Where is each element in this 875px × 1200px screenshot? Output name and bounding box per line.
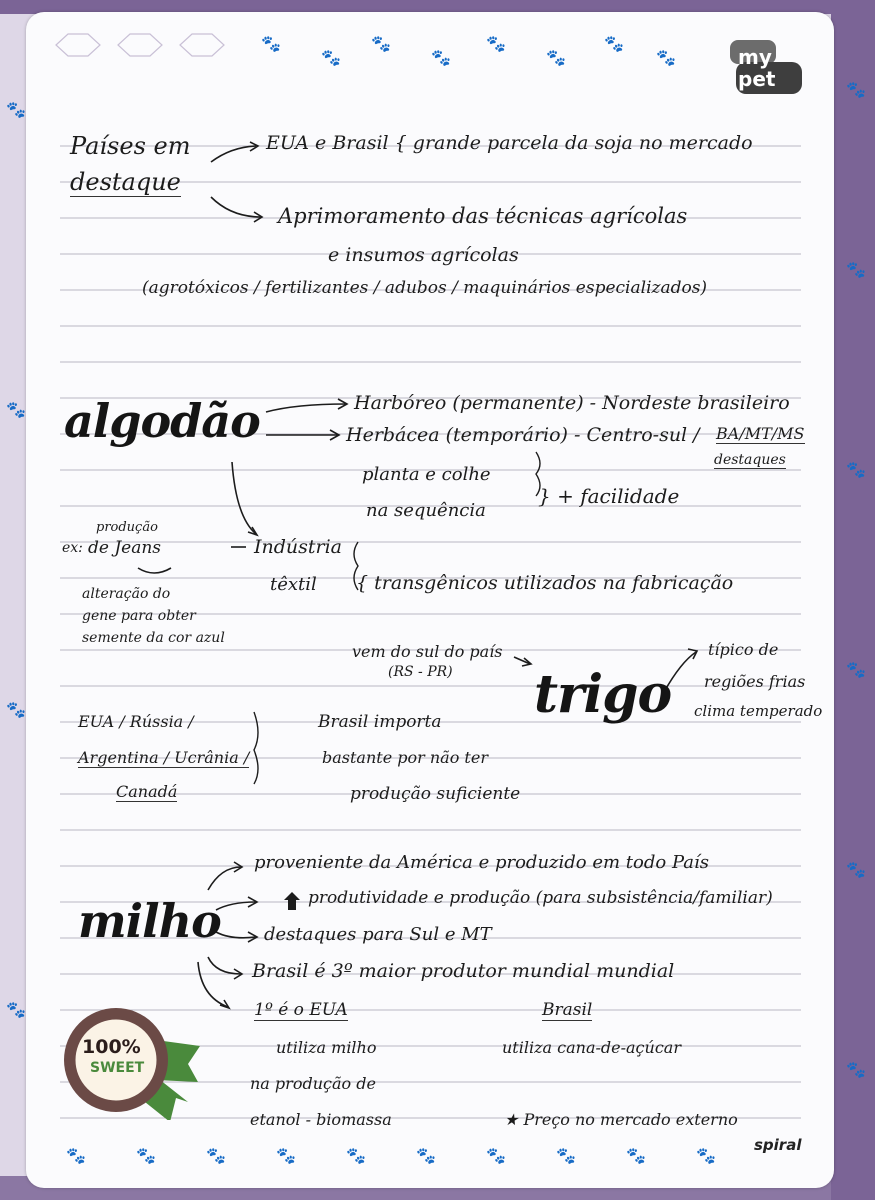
paw-icon: 🐾 [416, 1146, 436, 1165]
paw-icon: 🐾 [136, 1146, 156, 1165]
milho-eua-3: etanol - biomassa [250, 1110, 392, 1129]
paises-line-2: Aprimoramento das técnicas agrícolas [278, 204, 688, 228]
algodao-title: algodão [64, 394, 260, 448]
algodao-states: BA/MT/MS [716, 424, 805, 443]
paw-icon: 🐾 [66, 1146, 86, 1165]
trigo-vem-1: vem do sul do país [352, 642, 503, 661]
sweet-badge [60, 1002, 200, 1120]
milho-line-3: destaques para Sul e MT [264, 924, 492, 945]
paw-icon: 🐾 [6, 1000, 26, 1019]
algodao-producao: produção [96, 520, 158, 535]
trigo-paises-3: Canadá [116, 782, 178, 801]
paw-icon: 🐾 [846, 860, 866, 879]
milho-eua-head: 1º é o EUA [254, 1000, 348, 1020]
paw-icon: 🐾 [846, 660, 866, 679]
paw-icon: 🐾 [656, 48, 676, 67]
milho-line-1: proveniente da América e produzido em todo País [254, 852, 709, 873]
algodao-alteracao-1: alteração do [82, 586, 171, 602]
paw-icon: 🐾 [371, 34, 391, 53]
trigo-tipico-2: regiões frias [704, 672, 806, 691]
algodao-herbacea: Herbácea (temporário) - Centro-sul / [346, 424, 700, 446]
algodao-alteracao-2: gene para obter [82, 608, 196, 624]
paw-icon: 🐾 [6, 100, 26, 119]
milho-eua-1: utiliza milho [276, 1038, 377, 1057]
paw-icon: 🐾 [486, 34, 506, 53]
paw-icon: 🐾 [276, 1146, 296, 1165]
paises-label-2: destaque [70, 168, 181, 196]
milho-preco: ★ Preço no mercado externo [504, 1110, 738, 1129]
paises-line-1: EUA e Brasil { grande parcela da soja no mercado [266, 132, 753, 154]
paises-label-1: Países em [70, 132, 191, 160]
trigo-importa-2: bastante por não ter [322, 748, 488, 767]
paw-icon: 🐾 [6, 400, 26, 419]
paw-icon: 🐾 [261, 34, 281, 53]
paw-icon: 🐾 [486, 1146, 506, 1165]
milho-brasil-head: Brasil [542, 1000, 593, 1020]
paw-icon: 🐾 [206, 1146, 226, 1165]
algodao-arboreo: Harbóreo (permanente) - Nordeste brasileiro [354, 392, 790, 414]
milho-line-4: Brasil é 3º maior produtor mundial mundial [252, 960, 675, 982]
algodao-planta-1: planta e colhe [362, 464, 491, 485]
paw-icon: 🐾 [431, 48, 451, 67]
algodao-industria-2: têxtil [270, 574, 317, 595]
paw-icon: 🐾 [626, 1146, 646, 1165]
milho-line-2: produtividade e produção (para subsistência/familiar) [308, 888, 773, 908]
paw-icon: 🐾 [846, 80, 866, 99]
paw-icon: 🐾 [321, 48, 341, 67]
paises-line-3: e insumos agrícolas [328, 244, 519, 266]
algodao-de-jeans: de Jeans [88, 538, 162, 558]
trigo-paises-2: Argentina / Ucrânia / [78, 748, 250, 767]
trigo-vem-2: (RS - PR) [388, 664, 453, 680]
paw-icon: 🐾 [556, 1146, 576, 1165]
logo-text: my pet [738, 45, 776, 91]
badge-percent: 100% [82, 1036, 141, 1058]
paw-icon: 🐾 [846, 460, 866, 479]
badge-word: SWEET [90, 1060, 145, 1076]
paw-icon: 🐾 [6, 700, 26, 719]
milho-title: milho [78, 894, 221, 948]
paw-icon: 🐾 [604, 34, 624, 53]
algodao-ex: ex: [62, 540, 83, 556]
algodao-industria-1: Indústria [254, 536, 343, 558]
trigo-importa-1: Brasil importa [318, 712, 442, 732]
paises-line-4: (agrotóxicos / fertilizantes / adubos / maquinários especializados) [142, 278, 708, 298]
paw-icon: 🐾 [846, 260, 866, 279]
algodao-planta-2: na sequência [366, 500, 486, 521]
milho-preco-text: Preço no mercado externo [523, 1110, 738, 1129]
paw-icon: 🐾 [846, 1060, 866, 1079]
trigo-importa-3: produção suficiente [350, 784, 521, 804]
milho-eua-2: na produção de [250, 1074, 376, 1093]
algodao-alteracao-3: semente da cor azul [82, 630, 225, 646]
algodao-transgenicos: { transgênicos utilizados na fabricação [356, 572, 734, 594]
trigo-tipico-1: típico de [708, 640, 779, 659]
algodao-facilidade: } + facilidade [538, 484, 680, 508]
notebook-sheet [26, 12, 834, 1188]
trigo-tipico-3: clima temperado [694, 702, 823, 720]
paw-icon: 🐾 [696, 1146, 716, 1165]
spiral-logo: spiral [754, 1136, 802, 1154]
milho-brasil-1: utiliza cana-de-açúcar [502, 1038, 681, 1057]
algodao-destaques: destaques [714, 452, 786, 468]
trigo-title: trigo [534, 664, 672, 725]
paw-icon: 🐾 [546, 48, 566, 67]
trigo-paises-1: EUA / Rússia / [78, 712, 194, 731]
paw-icon: 🐾 [346, 1146, 366, 1165]
